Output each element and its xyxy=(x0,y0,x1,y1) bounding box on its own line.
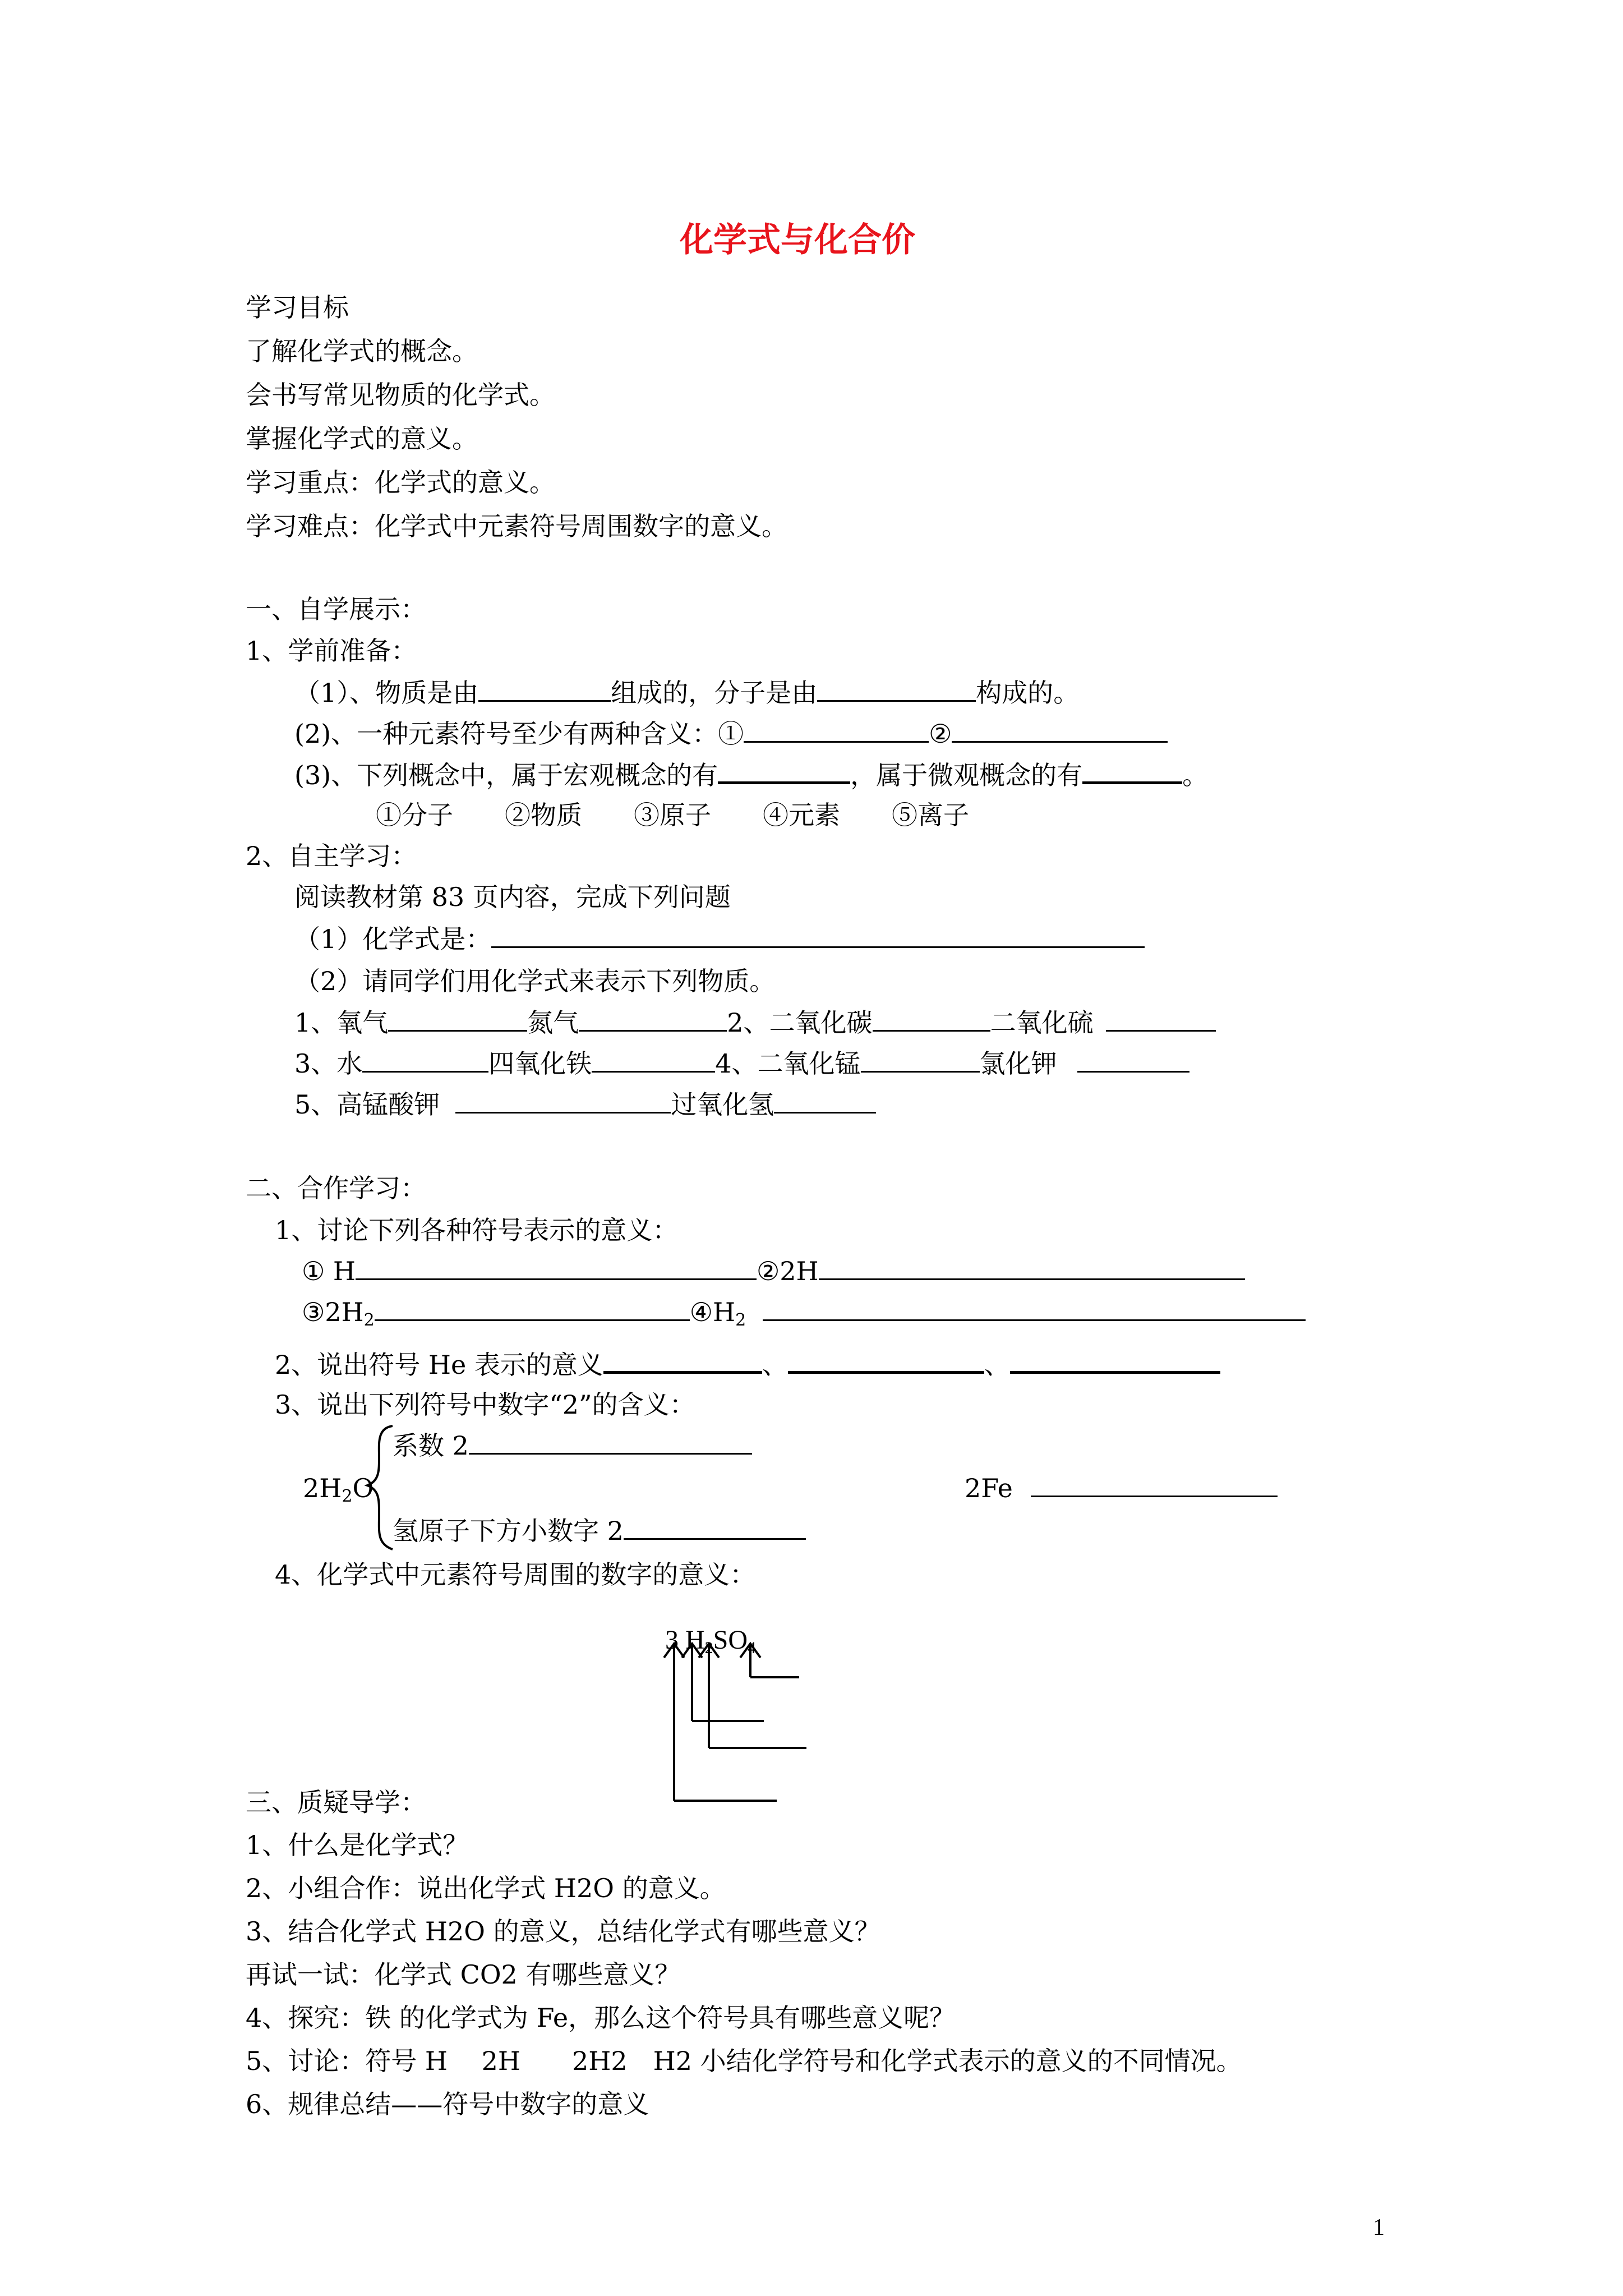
key-point: 学习重点：化学式的意义。 xyxy=(246,467,555,498)
page-number: 1 xyxy=(1373,2215,1385,2240)
inquiry-item: 4、探究：铁 的化学式为 Fe，那么这个符号具有哪些意义呢？ xyxy=(246,2003,956,2033)
inquiry-item: 2、小组合作：说出化学式 H2O 的意义。 xyxy=(246,1873,726,1903)
concept-options: ①分子 ②物质 ③原子 ④元素 ⑤离子 xyxy=(376,800,969,830)
formula-row: 3、水 四氧化铁 4、二氧化锰 氯化钾 xyxy=(294,1051,1189,1076)
objective-item: 会书写常见物质的化学式。 xyxy=(246,380,555,410)
objective-item: 了解化学式的概念。 xyxy=(246,336,478,366)
inquiry-item: 6、规律总结——符号中数字的意义 xyxy=(246,2089,649,2119)
page-title: 化学式与化合价 xyxy=(680,220,915,260)
self-study-heading: 2、自主学习： xyxy=(246,841,417,871)
symbol-row: $③2H_2$ $④H_2$ xyxy=(302,1299,1306,1329)
difficulty: 学习难点：化学式中元素符号周围数字的意义。 xyxy=(246,511,787,541)
section2-heading: 二、合作学习： xyxy=(246,1173,426,1203)
inquiry-item: 5、讨论：符号 H 2H 2H2 H2 小结化学符号和化学式表示的意义的不同情况。 xyxy=(246,2046,1242,2076)
subscript-label: 氢原子下方小数字 2 xyxy=(393,1518,806,1544)
objective-item: 掌握化学式的意义。 xyxy=(246,424,478,454)
formula-row: 1、氧气 氮气 2、二氧化碳 二氧化硫 xyxy=(294,1010,1216,1036)
formula-arrows xyxy=(664,1644,806,1801)
section1-heading: 一、自学展示： xyxy=(246,594,426,624)
sulfuric-acid-formula: 3 $H_2SO_4$ xyxy=(665,1625,757,1657)
formula-row: 5、高锰酸钾 过氧化氢 xyxy=(294,1092,876,1117)
fe-symbol: 2Fe xyxy=(965,1475,1278,1501)
inquiry-item: 3、结合化学式 H2O 的意义，总结化学式有哪些意义？ xyxy=(246,1916,880,1947)
objectives-heading: 学习目标 xyxy=(246,292,349,323)
prep-heading: 1、学前准备： xyxy=(246,636,417,666)
definition-question: （1）化学式是： xyxy=(294,926,1145,952)
inquiry-item: 再试一试：化学式 CO2 有哪些意义？ xyxy=(246,1959,681,1990)
formula-request: （2）请同学们用化学式来表示下列物质。 xyxy=(294,966,776,996)
he-question: 2、说出符号 He 表示的意义 、 、 xyxy=(275,1351,1220,1378)
question-3: (3)、下列概念中，属于宏观概念的有 ，属于微观概念的有 。 xyxy=(294,760,1209,790)
formula-number-question: 4、化学式中元素符号周围的数字的意义： xyxy=(275,1559,756,1590)
section3-heading: 三、质疑导学： xyxy=(246,1787,426,1818)
coefficient-label: 系数 2 xyxy=(393,1433,752,1458)
discussion-question: 1、讨论下列各种符号表示的意义： xyxy=(275,1215,679,1245)
inquiry-item: 1、什么是化学式？ xyxy=(246,1830,469,1860)
question-1: （1）、物质是由 组成的，分子是由 构成的。 xyxy=(294,678,1080,708)
curly-brace xyxy=(367,1426,393,1549)
reading-instruction: 阅读教材第 83 页内容，完成下列问题 xyxy=(294,882,731,912)
h2o-formula: $2H_2O$ xyxy=(303,1473,374,1506)
question-2: (2)、一种元素符号至少有两种含义：① ② xyxy=(294,721,1168,747)
symbol-row: ① H ②2H xyxy=(302,1258,1245,1284)
number-meaning-question: 3、说出下列符号中数字“2”的含义： xyxy=(275,1389,695,1420)
